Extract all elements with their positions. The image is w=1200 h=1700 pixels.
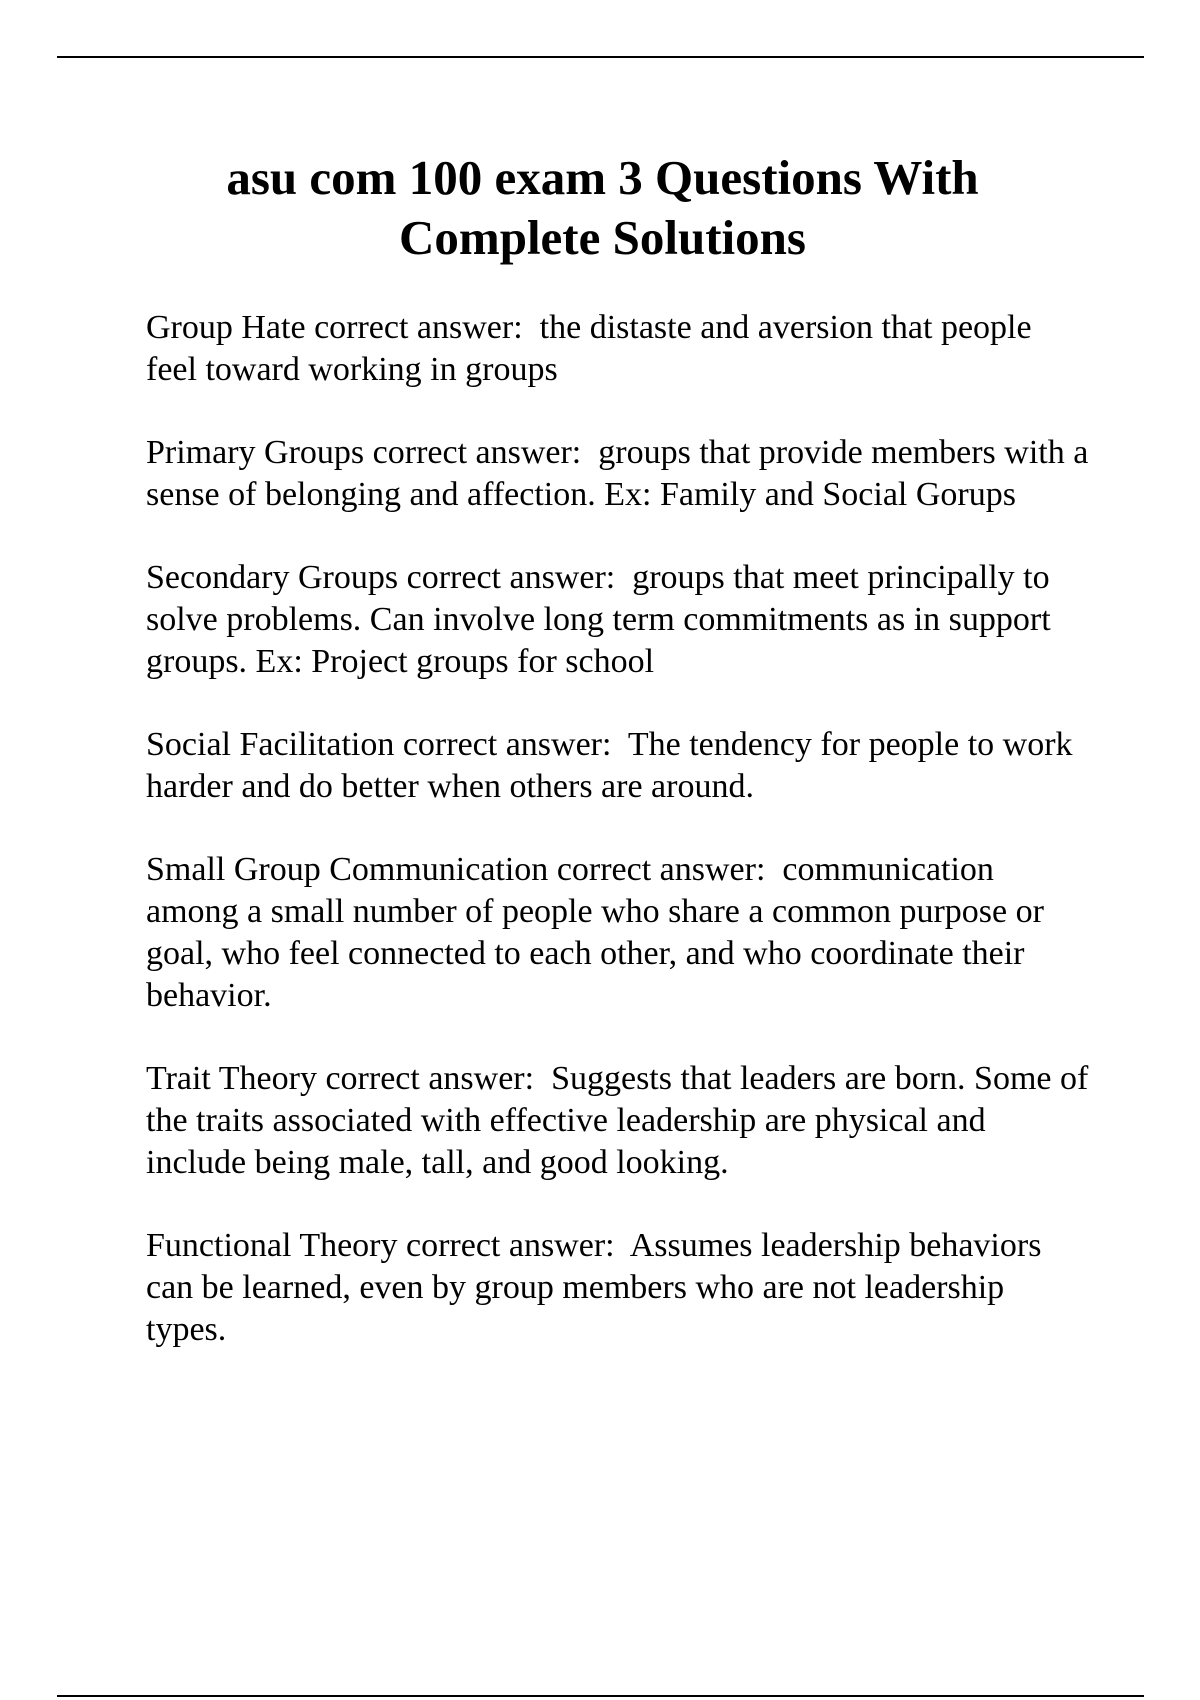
qa-item-secondary-groups bbox=[146, 557, 1091, 683]
qa-item-primary-groups bbox=[146, 432, 1091, 516]
term: Social Facilitation bbox=[146, 726, 395, 763]
answer-marker: correct answer: bbox=[325, 1060, 535, 1097]
answer-marker: correct answer: bbox=[406, 1227, 615, 1264]
bottom-divider bbox=[57, 1695, 1144, 1697]
definition: Suggests that leaders are born. Some of the traits associated with effective leadership are physical and include being male, tall, and good looking. bbox=[146, 1060, 1089, 1181]
page-title: asu com 100 exam 3 Questions With Complete Solutions bbox=[226, 150, 979, 265]
definition: The tendency for people to work harder and do better when others are around. bbox=[146, 726, 1073, 805]
definition: communication among a small number of people who share a common purpose or goal, who feel connected to each other, and who coordinate their behavior. bbox=[146, 851, 1044, 1014]
definition: Assumes leadership behaviors can be learned, even by group members who are not leadership types. bbox=[146, 1227, 1042, 1348]
answer-marker: correct answer: bbox=[372, 434, 582, 471]
term: Functional Theory bbox=[146, 1227, 398, 1264]
answer-marker: correct answer: bbox=[556, 851, 766, 888]
term: Small Group Communication bbox=[146, 851, 549, 888]
term: Trait Theory bbox=[146, 1060, 317, 1097]
definition: groups that provide members with a sense of belonging and affection. Ex: Family and Social Gorups bbox=[146, 434, 1089, 513]
qa-item-trait-theory bbox=[146, 1058, 1091, 1184]
qa-item-social-facilitation bbox=[146, 724, 1091, 808]
answer-marker: correct answer: bbox=[402, 726, 612, 763]
term: Primary Groups bbox=[146, 434, 365, 471]
qa-list bbox=[146, 307, 1091, 1392]
term: Group Hate bbox=[146, 309, 306, 346]
answer-marker: correct answer: bbox=[314, 309, 523, 346]
definition: groups that meet principally to solve problems. Can involve long term commitments as in support groups. Ex: Project groups for school bbox=[146, 559, 1051, 680]
qa-item-small-group-communication bbox=[146, 849, 1091, 1017]
top-divider bbox=[57, 56, 1144, 58]
answer-marker: correct answer: bbox=[406, 559, 616, 596]
qa-item-functional-theory bbox=[146, 1225, 1091, 1351]
definition: the distaste and aversion that people feel toward working in groups bbox=[146, 309, 1032, 388]
term: Secondary Groups bbox=[146, 559, 399, 596]
qa-item-group-hate bbox=[146, 307, 1091, 391]
